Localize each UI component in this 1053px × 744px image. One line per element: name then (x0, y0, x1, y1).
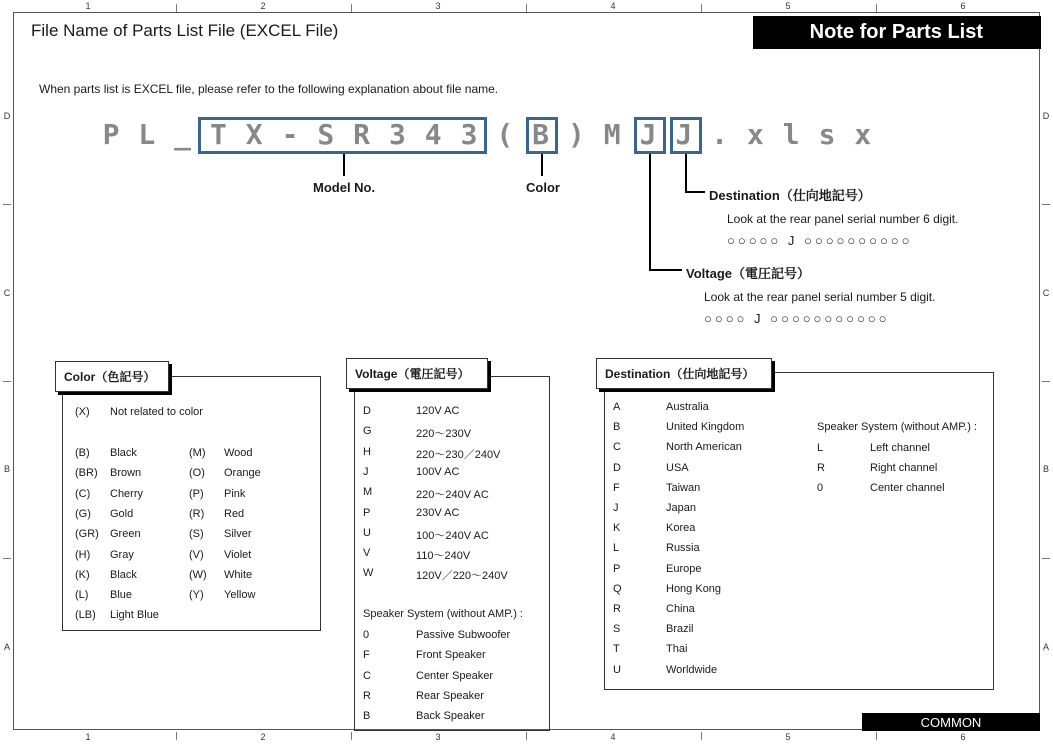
voltage-name: 230V AC (416, 506, 460, 519)
destination-name: Australia (666, 401, 709, 413)
speaker-name: Center Speaker (416, 669, 494, 682)
color-name: Cherry (110, 487, 144, 500)
destination-name: USA (666, 461, 689, 474)
color-code: (X) (75, 406, 90, 418)
color-code: (G) (75, 507, 91, 520)
destination-name: Hong Kong (666, 582, 722, 595)
filename-character: 4 (424, 118, 442, 151)
grid-number-bottom: 6 (960, 732, 966, 742)
destination-connector-vertical (685, 154, 687, 192)
voltage-highlight-box (634, 117, 666, 154)
color-code: (GR) (75, 528, 99, 541)
destination-connector-horizontal (685, 191, 705, 193)
filename-character: 3 (388, 118, 406, 151)
speaker-name: Left channel (870, 442, 930, 454)
common-label-text: COMMON (920, 714, 982, 730)
color-name: Green (110, 528, 141, 541)
filename-character: S (317, 118, 335, 151)
grid-number-top: 1 (85, 1, 91, 11)
destination-name: Taiwan (666, 481, 701, 494)
destination-name: Europe (666, 562, 702, 575)
speaker-name: Passive Subwoofer (416, 629, 511, 641)
filename-character: J (675, 118, 693, 151)
grid-number-top: 6 (960, 1, 966, 11)
voltage-name: 120V／220～240V (416, 570, 508, 583)
grid-tick (3, 381, 11, 382)
voltage-name: 100V AC (416, 465, 460, 478)
voltage-connector-vertical (649, 154, 651, 270)
grid-tick (351, 4, 352, 12)
voltage-name: 220～230V (416, 428, 472, 441)
voltage-code: G (363, 425, 372, 438)
speaker-code: F (363, 649, 370, 662)
destination-code: S (613, 623, 621, 636)
grid-letter-right: B (1042, 464, 1049, 474)
color-code: (LB) (75, 609, 96, 622)
grid-tick (526, 4, 527, 12)
destination-name: Japan (666, 502, 696, 514)
color-code: (L) (75, 589, 89, 602)
grid-letter-left: C (3, 288, 11, 298)
destination-highlight-box (670, 117, 702, 154)
voltage-name: 220～240V AC (416, 489, 489, 502)
destination-code: T (613, 643, 620, 656)
grid-tick (876, 4, 877, 12)
color-name: Blue (110, 589, 133, 602)
speaker-code: L (817, 442, 824, 454)
color-code: (P) (189, 487, 204, 500)
destination-speaker-heading: Speaker System (without AMP.) : (817, 421, 977, 433)
model-label: Model No. (313, 180, 376, 195)
grid-letter-right: D (1042, 111, 1050, 121)
voltage-code: V (363, 547, 371, 560)
grid-letter-left: B (3, 464, 10, 474)
speaker-name: Rear Speaker (416, 689, 484, 702)
filename-character: B (532, 118, 550, 151)
grid-number-bottom: 4 (610, 732, 616, 742)
model-highlight-box (198, 117, 487, 154)
filename-character: P (102, 118, 120, 151)
destination-code: K (613, 522, 621, 535)
model-connector (343, 154, 345, 176)
voltage-name: 100～240V AC (416, 529, 489, 542)
color-name: Red (224, 507, 245, 520)
destination-table (604, 372, 994, 690)
voltage-code: U (363, 526, 371, 539)
destination-code: D (613, 461, 621, 474)
color-name: Black (110, 568, 137, 581)
color-name: Yellow (224, 589, 256, 602)
destination-name: Brazil (666, 623, 694, 636)
destination-code: R (613, 603, 621, 615)
filename-character: T (209, 118, 227, 151)
filename-character: L (138, 118, 156, 151)
color-code: (V) (189, 548, 204, 561)
grid-tick (176, 732, 177, 740)
destination-code: U (613, 663, 621, 676)
grid-tick (526, 732, 527, 740)
destination-code: L (613, 542, 620, 555)
destination-name: China (666, 603, 695, 615)
grid-number-top: 4 (610, 1, 616, 11)
filename-character: M (603, 118, 621, 151)
grid-letter-right: A (1042, 642, 1049, 652)
filename-character: _ (174, 118, 192, 151)
color-code: (M) (189, 447, 206, 459)
destination-code: A (613, 401, 621, 413)
color-table-title: Color（色記号） (55, 361, 169, 392)
destination-serial-pattern: ○○○○○ J ○○○○○○○○○○ (727, 233, 913, 248)
color-code: (K) (75, 568, 90, 581)
destination-code: J (613, 502, 619, 514)
color-name: Violet (224, 548, 252, 561)
filename-character: - (281, 118, 299, 151)
grid-tick (1042, 204, 1050, 205)
voltage-code: D (363, 405, 371, 417)
grid-letter-left: A (3, 642, 10, 652)
color-name: Wood (224, 447, 253, 459)
voltage-code: P (363, 506, 371, 519)
voltage-connector-horizontal (649, 269, 682, 271)
grid-number-top: 5 (785, 1, 791, 11)
speaker-name: Center channel (870, 482, 945, 495)
speaker-code: B (363, 710, 371, 723)
grid-letter-left: D (3, 111, 11, 121)
color-code: (O) (189, 467, 205, 480)
voltage-code: J (363, 465, 369, 478)
destination-code: B (613, 421, 621, 434)
grid-number-bottom: 2 (260, 732, 266, 742)
speaker-code: R (817, 462, 825, 475)
color-code: (BR) (75, 467, 98, 480)
color-name: Gray (110, 548, 134, 561)
color-code: (B) (75, 447, 90, 459)
speaker-name: Right channel (870, 462, 938, 475)
speaker-code: R (363, 689, 371, 702)
filename-character: x (746, 118, 764, 151)
filename-character: ) (567, 118, 585, 151)
color-connector (541, 154, 543, 176)
voltage-table-title: Voltage（電圧記号） (346, 358, 488, 389)
destination-name: Russia (666, 542, 700, 555)
speaker-code: C (363, 669, 371, 682)
voltage-code: M (363, 486, 373, 499)
destination-code: Q (613, 582, 622, 595)
color-label: Color (526, 180, 560, 195)
voltage-speaker-heading: Speaker System (without AMP.) : (363, 608, 523, 620)
filename-character: R (353, 118, 371, 151)
destination-code: C (613, 441, 621, 454)
common-footer-label (862, 713, 1040, 731)
filename-character: s (818, 118, 836, 151)
destination-label: Destination（仕向地記号） (709, 188, 871, 203)
grid-number-top: 3 (435, 1, 441, 11)
color-code: (C) (75, 487, 91, 500)
color-code: (Y) (189, 589, 204, 602)
grid-tick (876, 732, 877, 740)
grid-tick (701, 4, 702, 12)
color-name: Light Blue (110, 609, 159, 622)
grid-number-bottom: 5 (785, 732, 791, 742)
filename-character: J (639, 118, 657, 151)
grid-tick (701, 732, 702, 740)
color-name: Black (110, 447, 137, 459)
color-name: Gold (110, 507, 134, 520)
voltage-name: 120V AC (416, 405, 460, 417)
color-name: Silver (224, 528, 252, 541)
intro-text: When parts list is EXCEL file, please refer to the following explanation about file name. (39, 82, 499, 96)
destination-name: North American (666, 441, 742, 454)
destination-code: P (613, 562, 621, 575)
grid-tick (351, 732, 352, 740)
color-code: (W) (189, 568, 207, 581)
grid-number-bottom: 3 (435, 732, 441, 742)
voltage-name: 110～240V (416, 550, 471, 563)
grid-tick (3, 558, 11, 559)
voltage-code: H (363, 445, 371, 458)
note-title: Note for Parts List (809, 21, 983, 43)
page-title: File Name of Parts List File (EXCEL File) (31, 21, 339, 40)
voltage-note: Look at the rear panel serial number 5 digit. (704, 290, 936, 304)
grid-letter-right: C (1042, 288, 1050, 298)
color-name: Pink (224, 487, 246, 500)
grid-number-top: 2 (260, 1, 266, 11)
color-name: Orange (224, 467, 261, 480)
filename-character: X (245, 118, 263, 151)
voltage-name: 220～230／240V (416, 448, 501, 461)
destination-name: United Kingdom (666, 421, 745, 434)
speaker-code: 0 (363, 629, 370, 641)
grid-tick (1042, 381, 1050, 382)
filename-character: l (782, 118, 800, 151)
voltage-code: W (363, 567, 374, 580)
filename-character: 3 (460, 118, 478, 151)
color-name: Brown (110, 467, 142, 480)
voltage-serial-pattern: ○○○○ J ○○○○○○○○○○○ (704, 311, 890, 326)
grid-number-bottom: 1 (85, 732, 91, 742)
destination-note: Look at the rear panel serial number 6 digit. (727, 212, 959, 226)
note-title-banner (753, 16, 1041, 49)
grid-tick (176, 4, 177, 12)
voltage-label: Voltage（電圧記号） (686, 266, 810, 281)
color-highlight-box (526, 117, 558, 154)
destination-code: F (613, 481, 620, 494)
speaker-code: 0 (817, 482, 824, 495)
filename-character: ( (496, 118, 514, 151)
color-code: (R) (189, 507, 205, 520)
grid-tick (3, 204, 11, 205)
speaker-name: Back Speaker (416, 710, 485, 723)
speaker-name: Front Speaker (416, 649, 486, 662)
color-code: (H) (75, 548, 91, 561)
destination-table-title: Destination（仕向地記号） (596, 358, 772, 389)
destination-name: Korea (666, 522, 696, 535)
color-code: (S) (189, 528, 204, 541)
filename-character: x (854, 118, 872, 151)
grid-tick (1042, 558, 1050, 559)
color-name: Not related to color (110, 406, 203, 418)
destination-name: Worldwide (666, 663, 718, 676)
color-name: White (224, 568, 253, 581)
destination-name: Thai (666, 643, 688, 656)
filename-character: . (711, 118, 729, 151)
